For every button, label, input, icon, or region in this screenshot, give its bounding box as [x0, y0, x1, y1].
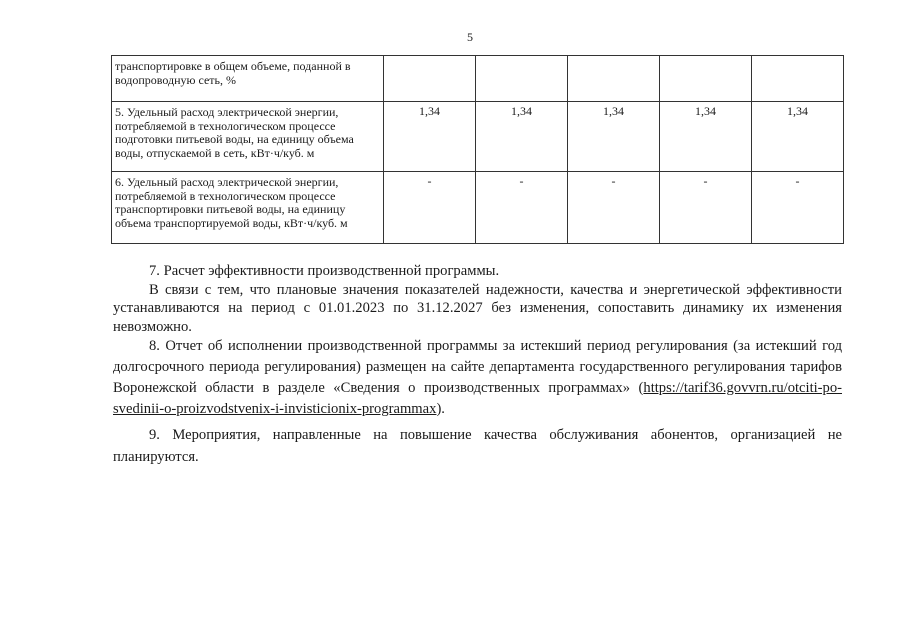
section8-text-after: ).	[436, 401, 445, 417]
page-number: 5	[467, 30, 473, 44]
table-cell: -	[384, 172, 476, 244]
document-body	[113, 262, 842, 468]
section7-heading: 7. Расчет эффективности производственной программы.	[149, 263, 500, 279]
table-cell: -	[660, 172, 752, 244]
table-cell: 1,34	[660, 102, 752, 172]
table-cell	[752, 56, 844, 102]
table-row	[112, 56, 844, 102]
indicators-table	[111, 55, 844, 244]
row-label: 5. Удельный расход электрической энергии, потребляемой в технологическом процессе подготовки питьевой воды, на единицу объема воды, отпускаемой в сеть, кВт·ч/куб. м	[112, 102, 384, 172]
table-cell: 1,34	[752, 102, 844, 172]
table-cell: 1,34	[568, 102, 660, 172]
section8-text-before: 8. Отчет об исполнении производственной программы за истекший период регулирования (за истекший год долгосрочного периода регулирования) размещен на сайте департамента государственного регулирования тарифов Воронежской области в разделе «Сведения о производственных программах» (	[113, 338, 842, 396]
table-cell: -	[568, 172, 660, 244]
table-cell	[476, 56, 568, 102]
table-cell	[384, 56, 476, 102]
table-cell: 1,34	[384, 102, 476, 172]
table-row	[112, 172, 844, 244]
table-cell: -	[752, 172, 844, 244]
table-cell	[660, 56, 752, 102]
table-cell	[568, 56, 660, 102]
section8-link[interactable]: https://tarif36.govvrn.ru/otciti-po-svedinii-o-proizvodstvenix-i-invisticionix-programmax	[113, 380, 842, 417]
section9-text: 9. Мероприятия, направленные на повышение качества обслуживания абонентов, организацией не планируются.	[113, 427, 842, 465]
row-label: 6. Удельный расход электрической энергии, потребляемой в технологическом процессе транспортировки питьевой воды, на единицу объема транспортируемой воды, кВт·ч/куб. м	[112, 172, 384, 244]
section8-paragraph	[113, 336, 842, 420]
table-row	[112, 102, 844, 172]
section7-text: В связи с тем, что плановые значения показателей надежности, качества и энергетической эффективности устанавливаются на период с 01.01.2023 по 31.12.2027 без изменения, сопоставить динамику их изменения невозможно.	[113, 281, 842, 335]
table-cell: 1,34	[476, 102, 568, 172]
row-label: транспортировке в общем объеме, поданной в водопроводную сеть, %	[112, 56, 384, 102]
table-cell: -	[476, 172, 568, 244]
